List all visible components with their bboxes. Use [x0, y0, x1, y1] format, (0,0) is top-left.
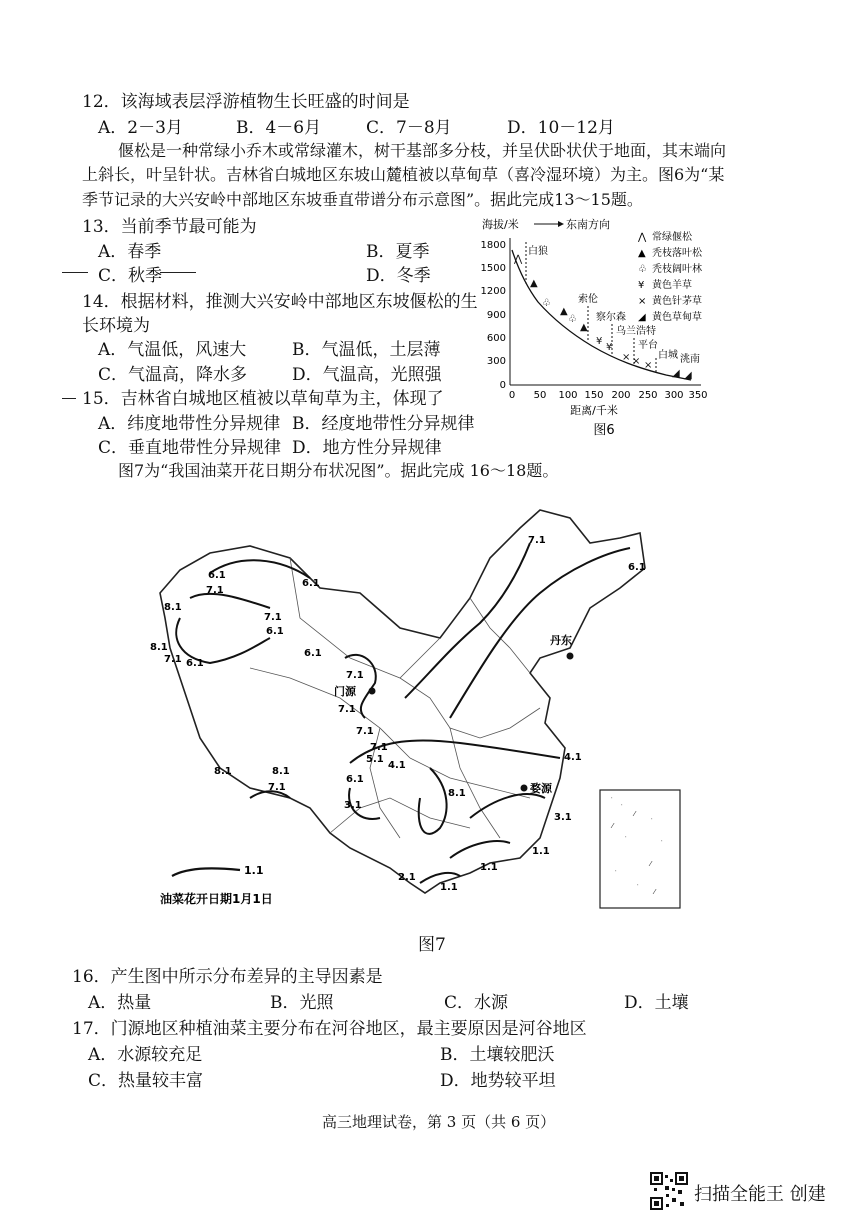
q14-option-b: B．气温低，土层薄	[292, 340, 441, 360]
svg-text:⁄: ⁄	[650, 860, 652, 868]
fig6-legend-6: 黄色草甸草	[652, 312, 702, 323]
city-dandong: 丹东	[550, 634, 572, 647]
fig6-place-taonan: 洮南	[680, 354, 700, 365]
isoline-label: 6.1	[266, 626, 284, 637]
svg-text:˙: ˙	[614, 870, 618, 878]
q15-option-c: C．垂直地带性分异规律	[98, 438, 282, 458]
larch-icon: ▲	[580, 322, 588, 333]
fig6-place-baicheng: 白城	[658, 350, 678, 361]
fig6-xtick: 250	[638, 390, 658, 401]
svg-text:⁄: ⁄	[612, 822, 614, 830]
pine-icon: ⋀	[514, 254, 523, 265]
isoline-label: 4.1	[564, 752, 582, 763]
figure-7-map	[150, 498, 690, 918]
q17-option-b: B．土壤较肥沃	[440, 1045, 555, 1065]
q12-option-a: A．2－3月	[98, 118, 183, 138]
q16-option-c: C．水源	[444, 993, 509, 1013]
legend-larch-icon: ▲	[638, 248, 646, 259]
q12-option-b: B．4－6月	[236, 118, 322, 138]
legend-meadow-icon: ◢	[638, 312, 646, 323]
isoline-label: 3.1	[554, 812, 572, 823]
q13-option-d: D．冬季	[366, 266, 431, 286]
isoline-label: 2.1	[398, 872, 416, 883]
fig6-xtick: 200	[611, 390, 631, 401]
isoline-label: 6.1	[346, 774, 364, 785]
svg-text:⁄: ⁄	[634, 810, 636, 818]
q12-option-d: D．10－12月	[507, 118, 615, 138]
q15-option-a: A．纬度地带性分异规律	[98, 414, 281, 434]
passage1-line1: 偃松是一种常绿小乔木或常绿灌木，树干基部多分枝，并呈伏卧状伏于地面，其末端向	[118, 141, 727, 160]
city-dandong-marker	[567, 653, 574, 660]
fig6-legend-5: 黄色针茅草	[652, 296, 702, 307]
city-wuyuan: 婺源	[530, 782, 552, 795]
passage2: 图7为“我国油菜开花日期分布状况图”。据此完成 16～18题。	[118, 461, 559, 480]
q13-stem: 13．当前季节最可能为	[82, 217, 257, 237]
isoline-label: 6.1	[304, 648, 322, 659]
fig6-xtick: 350	[688, 390, 708, 401]
q12-option-c: C．7－8月	[366, 118, 452, 138]
sheepgrass-icon: ¥	[596, 336, 603, 347]
svg-text:˙: ˙	[610, 797, 614, 805]
fig6-legend-1: 常绿偃松	[652, 232, 692, 243]
isoline-label: 5.1	[366, 754, 384, 765]
figure-6	[476, 210, 726, 440]
fig6-ytick: 1200	[480, 286, 506, 297]
fig6-ylabel: 海拔/米	[482, 218, 519, 231]
svg-text:˙: ˙	[624, 836, 628, 844]
scan-mark	[62, 398, 76, 399]
q14-option-a: A．气温低，风速大	[98, 340, 247, 360]
meadow-icon: ◢	[684, 370, 692, 381]
q13-option-c: C．秋季	[98, 266, 163, 286]
scanner-watermark: 扫描全能王 创建	[694, 1184, 826, 1205]
fig6-legend-4: 黄色羊草	[652, 280, 692, 291]
fig6-xtick: 300	[664, 390, 684, 401]
isoline-label: 4.1	[388, 760, 406, 771]
isoline-label: 6.1	[208, 570, 226, 581]
fig7-legend-value: 1.1	[244, 864, 264, 877]
q17-stem: 17．门源地区种植油菜主要分布在河谷地区，最主要原因是河谷地区	[72, 1019, 587, 1039]
page-footer: 高三地理试卷，第 3 页（共 6 页）	[322, 1113, 556, 1131]
fig6-ytick: 1500	[480, 263, 506, 274]
isoline-label: 8.1	[272, 766, 290, 777]
isoline-label: 7.1	[164, 654, 182, 665]
larch-icon: ▲	[530, 278, 538, 289]
scan-mark	[160, 272, 196, 273]
fig6-direction: 东南方向	[566, 218, 610, 231]
svg-text:˙: ˙	[650, 818, 654, 826]
svg-text:˙: ˙	[660, 840, 664, 848]
isoline-label: 6.1	[628, 562, 646, 573]
legend-feathergrass-icon: ×	[638, 296, 647, 307]
q15-option-b: B．经度地带性分异规律	[292, 414, 475, 434]
passage1-line2: 上斜长，叶呈针状。吉林省白城地区东坡山麓植被以草甸草（喜冷湿环境）为主。图6为“某	[82, 165, 725, 184]
q17-option-d: D．地势较平坦	[440, 1071, 556, 1091]
scan-mark	[62, 272, 88, 273]
q17-option-c: C．热量较丰富	[88, 1071, 204, 1091]
isoline-label: 1.1	[440, 882, 458, 893]
legend-broadleaf-icon: ♧	[638, 264, 647, 275]
city-menyuan-marker	[369, 688, 376, 695]
fig6-ytick: 0	[499, 380, 506, 391]
q13-option-b: B．夏季	[366, 242, 430, 262]
fig6-xtick: 100	[558, 390, 578, 401]
feathergrass-icon: ×	[632, 356, 641, 367]
isoline-label: 7.1	[370, 742, 388, 753]
isoline-label: 6.1	[302, 578, 320, 589]
isoline-label: 8.1	[214, 766, 232, 777]
feathergrass-icon: ×	[644, 360, 653, 371]
passage1-line3: 季节记录的大兴安岭中部地区东坡垂直带谱分布示意图”。据此完成13～15题。	[82, 190, 643, 209]
isoline-label: 8.1	[164, 602, 182, 613]
q16-option-b: B．光照	[270, 993, 334, 1013]
fig7-caption: 图7	[418, 935, 446, 955]
china-outline	[160, 510, 645, 893]
q14-stem-line2: 长环境为	[82, 316, 150, 336]
fig6-xlabel: 距离/千米	[570, 404, 618, 417]
legend-pine-icon: ⋀	[638, 232, 647, 243]
fig6-legend-2: 秃枝落叶松	[652, 248, 702, 259]
q14-option-d: D．气温高，光照强	[292, 365, 442, 385]
city-menyuan: 门源	[334, 685, 356, 698]
isoline-label: 1.1	[480, 862, 498, 873]
q15-stem: 15．吉林省白城地区植被以草甸草为主，体现了	[82, 389, 444, 409]
legend-sheepgrass-icon: ¥	[638, 280, 645, 291]
legend-isoline	[172, 868, 240, 876]
q15-option-d: D．地方性分异规律	[292, 438, 442, 458]
feathergrass-icon: ×	[622, 352, 631, 363]
isoline-label: 8.1	[448, 788, 466, 799]
svg-text:⁄: ⁄	[654, 888, 656, 896]
isoline-label: 7.1	[206, 585, 224, 596]
qr-code-icon	[650, 1172, 688, 1210]
fig6-xtick: 50	[533, 390, 547, 401]
svg-text:˙: ˙	[620, 804, 624, 812]
sheepgrass-icon: ¥	[606, 342, 613, 353]
fig6-xtick: 150	[584, 390, 604, 401]
fig6-place-suolun: 索伦	[578, 294, 598, 305]
isoline-label: 1.1	[532, 846, 550, 857]
fig6-ytick: 900	[486, 310, 506, 321]
fig6-place-pingtai: 平台	[638, 340, 658, 351]
broadleaf-icon: ♧	[542, 298, 551, 309]
fig6-place-chaersen: 察尔森	[596, 312, 626, 323]
fig6-place-wulanhaote: 乌兰浩特	[616, 326, 656, 337]
fig6-caption: 图6	[593, 423, 615, 438]
isoline-label: 7.1	[346, 670, 364, 681]
q14-option-c: C．气温高，降水多	[98, 365, 248, 385]
fig6-ytick: 300	[486, 356, 506, 367]
broadleaf-icon: ♧	[568, 314, 577, 325]
fig6-legend-3: 秃枝阔叶林	[652, 264, 702, 275]
fig6-ytick: 600	[486, 333, 506, 344]
fig6-xtick: 0	[508, 390, 516, 401]
q13-option-a: A．春季	[98, 242, 162, 262]
isoline-label: 7.1	[356, 726, 374, 737]
isoline-label: 7.1	[268, 782, 286, 793]
q12-stem: 12．该海域表层浮游植物生长旺盛的时间是	[82, 92, 410, 112]
fig7-legend-text: 油菜花开日期1月1日	[160, 892, 273, 906]
south-china-sea-inset	[600, 790, 680, 908]
city-wuyuan-marker	[521, 785, 528, 792]
larch-icon: ▲	[560, 306, 568, 317]
q16-option-a: A．热量	[88, 993, 152, 1013]
q17-option-a: A．水源较充足	[88, 1045, 203, 1065]
isoline-label: 8.1	[150, 642, 168, 653]
fig6-ytick: 1800	[480, 240, 506, 251]
svg-text:˙: ˙	[636, 884, 640, 892]
q14-stem-line1: 14．根据材料，推测大兴安岭中部地区东坡偃松的生	[82, 292, 478, 312]
q16-option-d: D．土壤	[624, 993, 689, 1013]
isoline-label: 3.1	[344, 800, 362, 811]
q16-stem: 16．产生图中所示分布差异的主导因素是	[72, 967, 383, 987]
isoline-label: 6.1	[186, 658, 204, 669]
isoline-label: 7.1	[528, 535, 546, 546]
isoline-label: 7.1	[264, 612, 282, 623]
isoline-label: 7.1	[338, 704, 356, 715]
meadow-icon: ◢	[672, 368, 680, 379]
fig6-place-bailang: 白狼	[528, 246, 548, 257]
